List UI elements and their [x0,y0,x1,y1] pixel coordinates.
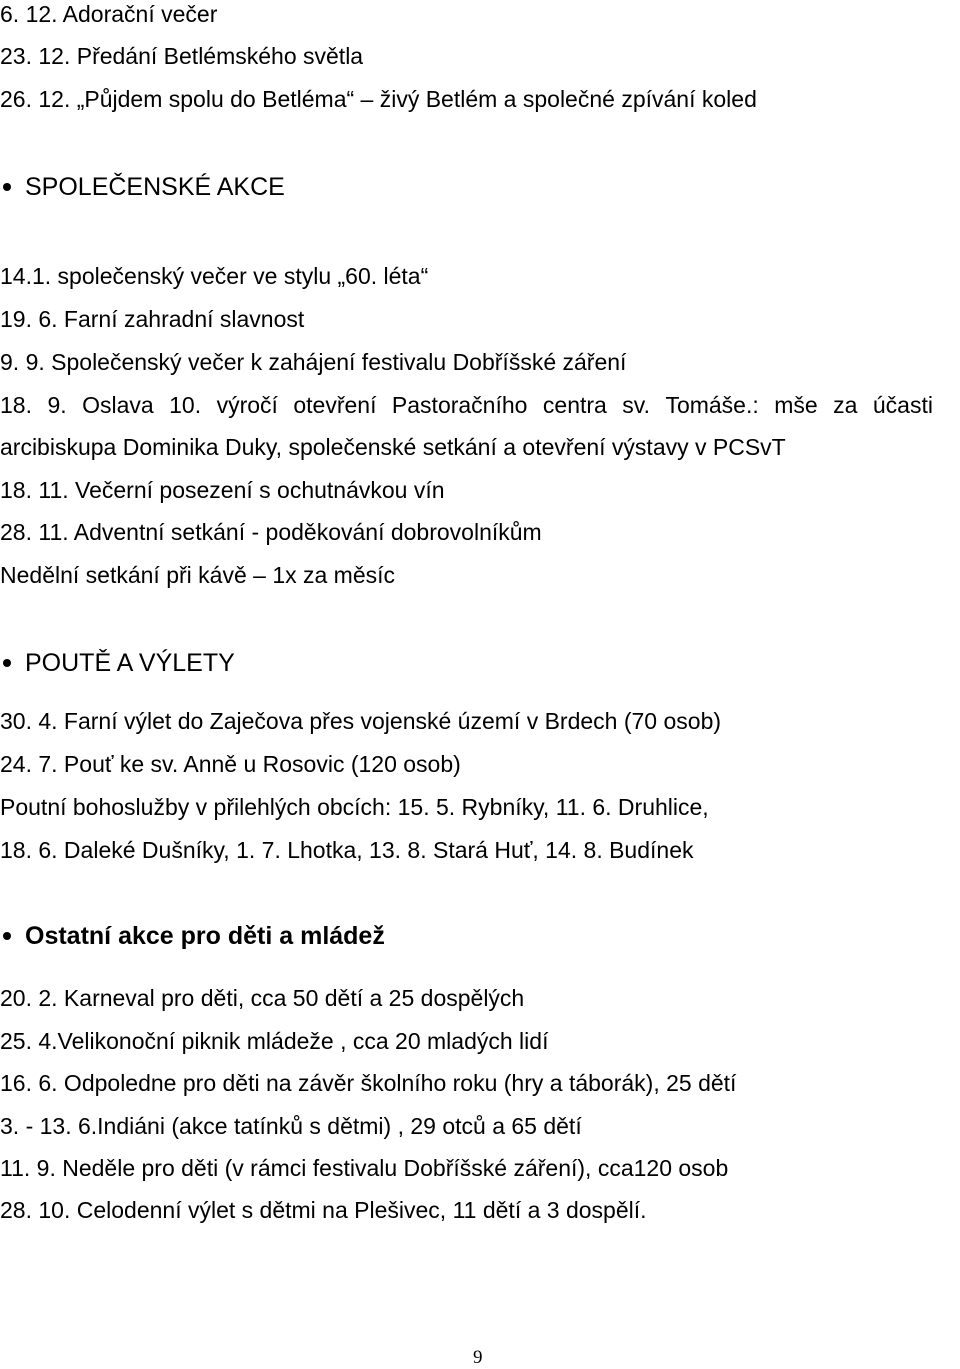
justified-word: Oslava [82,392,154,418]
event-line: arcibiskupa Dominika Duky, společenské setkání a otevření výstavy v PCSvT [0,434,786,460]
event-line: 9. 9. Společenský večer k zahájení festivalu Dobříšské záření [0,349,627,375]
event-line: 11. 9. Neděle pro děti (v rámci festivalu Dobříšské záření), cca120 osob [0,1155,729,1181]
bullet-icon [3,932,11,940]
event-line: 28. 11. Adventní setkání - poděkování dobrovolníkům [0,519,542,545]
event-line: 25. 4.Velikonoční piknik mládeže , cca 20 mladých lidí [0,1028,549,1054]
justified-word: účasti [872,392,933,418]
justified-word: 10. [169,392,202,418]
justified-word: otevření [293,392,377,418]
event-line: 28. 10. Celodenní výlet s dětmi na Plešivec, 11 dětí a 3 dospělí. [0,1197,647,1223]
event-line: 6. 12. Adorační večer [0,1,218,27]
section-heading-text: SPOLEČENSKÉ AKCE [25,173,285,201]
event-line: 19. 6. Farní zahradní slavnost [0,306,305,332]
event-line: 30. 4. Farní výlet do Zaječova přes vojenské území v Brdech (70 osob) [0,708,722,734]
event-line: Poutní bohoslužby v přilehlých obcích: 15. 5. Rybníky, 11. 6. Druhlice, [0,794,709,820]
section-heading-poute [0,648,235,678]
justified-word: výročí [216,392,278,418]
justified-word: mše [774,392,818,418]
event-line: 24. 7. Pouť ke sv. Anně u Rosovic (120 osob) [0,751,461,777]
justified-word: Pastoračního [391,392,528,418]
event-line-justified [0,391,933,419]
justified-word: 18. [0,392,32,418]
justified-word: 9. [47,392,67,418]
event-line: 14.1. společenský večer ve stylu „60. léta“ [0,263,429,289]
event-line: 18. 11. Večerní posezení s ochutnávkou vín [0,477,445,503]
section-heading-text: POUTĚ A VÝLETY [25,649,235,677]
event-line: 3. - 13. 6.Indiáni (akce tatínků s dětmi) , 29 otců a 65 dětí [0,1113,582,1139]
event-line: 26. 12. „Půjdem spolu do Betléma“ – živý Betlém a společné zpívání koled [0,86,757,112]
event-line: 20. 2. Karneval pro děti, cca 50 dětí a 25 dospělých [0,985,525,1011]
justified-word: za [833,392,858,418]
section-heading-text: Ostatní akce pro děti a mládež [25,922,385,950]
justified-word: sv. [622,392,650,418]
bullet-icon [3,659,11,667]
section-heading-spolecenske [0,172,285,202]
event-line: 16. 6. Odpoledne pro děti na závěr školního roku (hry a táborák), 25 dětí [0,1070,737,1096]
section-heading-deti [0,921,385,951]
event-line: Nedělní setkání při kávě – 1x za měsíc [0,562,396,588]
justified-word: Tomáše.: [665,392,759,418]
page-number: 9 [473,1347,483,1368]
justified-word: centra [542,392,607,418]
event-line: 23. 12. Předání Betlémského světla [0,43,364,69]
event-line: 18. 6. Daleké Dušníky, 1. 7. Lhotka, 13. 8. Stará Huť, 14. 8. Budínek [0,837,694,863]
bullet-icon [3,183,11,191]
